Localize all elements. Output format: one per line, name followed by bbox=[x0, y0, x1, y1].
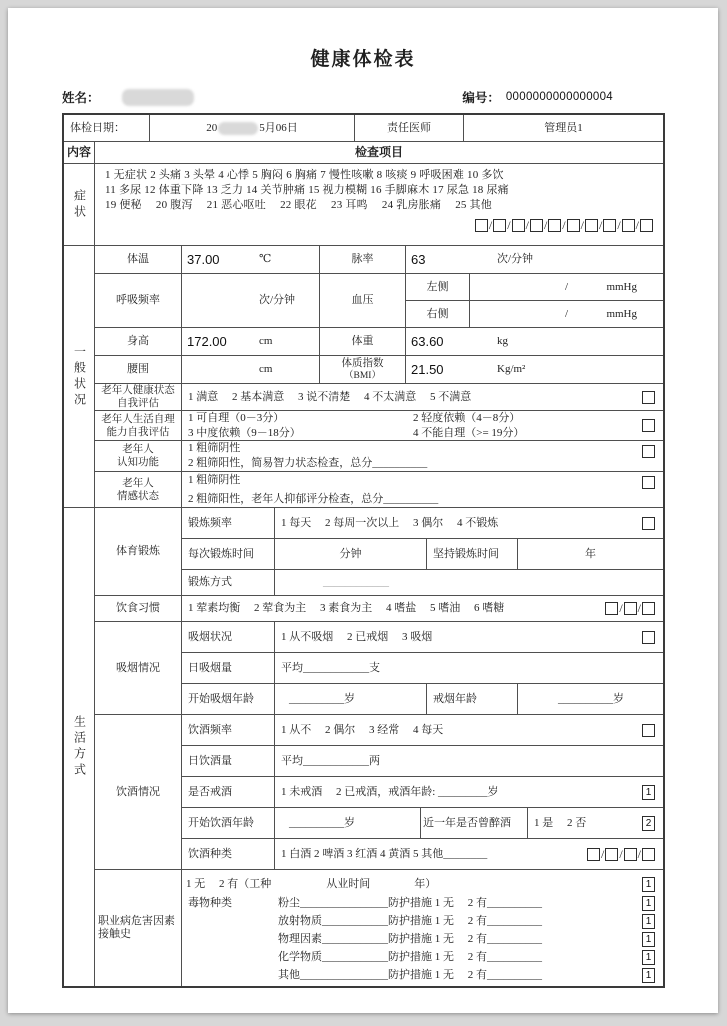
smoking-amount-row bbox=[182, 652, 663, 683]
smoking-quit-age-blank: __________岁 bbox=[517, 684, 663, 714]
bmi-value-cell bbox=[405, 356, 663, 383]
drinking-amount-row bbox=[182, 745, 663, 776]
exercise-persist-unit: 年 bbox=[517, 539, 663, 569]
occupational-head-line: 1 无 2 有（工种 从业时间 年） 1 bbox=[186, 874, 663, 894]
diet-checkboxes: / / bbox=[605, 601, 655, 616]
height-label: 身高 bbox=[127, 335, 149, 347]
exam-date-suffix: 5月06日 bbox=[259, 121, 298, 134]
occupational-head-checkbox: 1 bbox=[642, 877, 655, 892]
exercise-way-row bbox=[182, 569, 663, 595]
toxin-kind-label: 毒物种类 bbox=[188, 896, 232, 909]
exercise-frequency-row bbox=[182, 508, 663, 538]
checkbox bbox=[624, 848, 637, 861]
emotion-checkbox bbox=[642, 476, 655, 489]
emotion-row bbox=[95, 471, 663, 507]
table-header-row bbox=[64, 141, 663, 163]
bp-left-value: / mmHg bbox=[469, 274, 663, 300]
drinking-start-age-blank: __________岁 bbox=[274, 808, 420, 838]
checkbox bbox=[512, 219, 525, 232]
symptoms-checkboxes: / / / / / / / / / bbox=[95, 218, 663, 233]
checkbox bbox=[587, 848, 600, 861]
occupational-group bbox=[95, 869, 663, 986]
temperature-unit: ℃ bbox=[259, 253, 272, 265]
elder-health-label: 老年人健康状态 自我评估 bbox=[101, 385, 175, 409]
meta-line bbox=[62, 88, 665, 106]
waist-unit: cm bbox=[259, 363, 273, 375]
bp-right-row bbox=[406, 300, 663, 327]
elder-selfcare-label: 老年人生活自理 能力自我评估 bbox=[101, 413, 175, 438]
symptoms-content bbox=[94, 164, 663, 245]
drinking-group bbox=[95, 714, 663, 869]
bmi-label: 体质指数 （BMI） bbox=[319, 356, 405, 383]
cognition-options: 1 粗筛阴性 2 粗筛阳性，简易智力状态检查，总分__________ bbox=[181, 441, 663, 471]
symptoms-section bbox=[64, 163, 663, 245]
smoking-quit-age-label: 戒烟年龄 bbox=[426, 684, 517, 714]
drinking-kind-label: 饮酒种类 bbox=[188, 847, 232, 860]
exercise-duration-label: 每次锻炼时间 bbox=[188, 547, 254, 560]
pulse-unit: 次/分钟 bbox=[497, 253, 534, 265]
exercise-frequency-options: 1 每天 2 每周一次以上 3 偶尔 4 不锻炼 bbox=[274, 508, 663, 538]
page-title: 健康体检表 bbox=[310, 49, 416, 70]
checkbox bbox=[493, 219, 506, 232]
smoking-status-label: 吸烟状况 bbox=[188, 630, 232, 643]
drinking-frequency-row bbox=[182, 715, 663, 745]
serial-group bbox=[462, 88, 665, 106]
weight-label: 体重 bbox=[319, 328, 405, 355]
doctor-label: 责任医师 bbox=[354, 115, 463, 141]
drinking-kind-row bbox=[182, 838, 663, 869]
exercise-persist-label: 坚持锻炼时间 bbox=[426, 539, 517, 569]
exercise-frequency-checkbox bbox=[642, 517, 655, 530]
toxin-other-checkbox: 1 bbox=[642, 968, 655, 983]
serial-label: 编号： bbox=[462, 91, 500, 105]
bp-right-label: 右侧 bbox=[426, 307, 449, 320]
drinking-frequency-options: 1 从不 2 偶尔 3 经常 4 每天 bbox=[274, 715, 663, 745]
exercise-frequency-label: 锻炼频率 bbox=[188, 516, 232, 529]
name-value-redacted bbox=[122, 89, 194, 106]
respiration-bp-row bbox=[95, 273, 663, 327]
exercise-duration-row bbox=[182, 538, 663, 569]
bp-right-value: / mmHg bbox=[469, 301, 663, 327]
checkbox bbox=[530, 219, 543, 232]
drinking-frequency-label: 饮酒频率 bbox=[188, 723, 232, 736]
smoking-group bbox=[95, 621, 663, 714]
smoking-label: 吸烟情况 bbox=[116, 661, 160, 674]
general-status-section bbox=[64, 245, 663, 507]
exam-date-value bbox=[149, 115, 354, 141]
drinking-kind-checkboxes: / / / bbox=[587, 847, 655, 862]
checkbox bbox=[475, 219, 488, 232]
pulse-label: 脉率 bbox=[319, 246, 405, 273]
cognition-row bbox=[95, 440, 663, 471]
exam-date-prefix: 20 bbox=[206, 121, 218, 134]
checkbox bbox=[603, 219, 616, 232]
toxin-dust-checkbox: 1 bbox=[642, 896, 655, 911]
exam-date-redacted bbox=[218, 122, 258, 135]
elder-health-options: 1 满意 2 基本满意 3 说不清楚 4 不太满意 5 不满意 bbox=[181, 384, 663, 410]
occupational-label: 职业病危害因素 接触史 bbox=[98, 915, 175, 940]
content-column-header: 内容 bbox=[66, 145, 91, 159]
lifestyle-section-label: 生活方式 bbox=[72, 715, 87, 779]
drinking-quit-options: 1 未戒酒 2 已戒酒，戒酒年龄: _________岁 1 bbox=[274, 777, 663, 807]
toxin-row-other: 其他________________防护措施 1 无 2 有__________ 1 bbox=[186, 966, 663, 984]
elder-health-row bbox=[95, 383, 663, 410]
toxin-physical-checkbox: 1 bbox=[642, 932, 655, 947]
smoking-status-options: 1 从不吸烟 2 已戒烟 3 吸烟 bbox=[274, 622, 663, 652]
checkbox bbox=[622, 219, 635, 232]
exercise-duration-unit: 分钟 bbox=[274, 539, 426, 569]
weight-unit: kg bbox=[497, 335, 508, 347]
cognition-label: 老年人 认知功能 bbox=[117, 444, 159, 468]
drinking-amount-blank: 平均____________两 bbox=[274, 746, 663, 776]
drinking-frequency-checkbox bbox=[642, 724, 655, 737]
symptoms-line-2: 11 多尿 12 体重下降 13 乏力 14 关节肿痛 15 视力模糊 16 手脚麻木 17 尿急 18 尿痛 bbox=[105, 184, 509, 196]
respiration-label: 呼吸频率 bbox=[116, 294, 160, 306]
exam-form-table bbox=[62, 113, 665, 988]
checkbox bbox=[640, 219, 653, 232]
toxin-radiation-checkbox: 1 bbox=[642, 914, 655, 929]
bmi-unit: Kg/m² bbox=[497, 363, 526, 375]
serial-value: 0000000000000004 bbox=[505, 91, 613, 103]
temperature-pulse-row bbox=[95, 246, 663, 273]
emotion-options: 1 粗筛阴性 2 粗筛阳性，老年人抑郁评分检查，总分__________ bbox=[181, 472, 663, 507]
toxin-row-chemical: 化学物质____________防护措施 1 无 2 有__________ 1 bbox=[186, 948, 663, 966]
checkbox bbox=[605, 602, 618, 615]
general-status-section-label: 一般状况 bbox=[72, 344, 87, 409]
bp-left-unit: mmHg bbox=[606, 280, 637, 293]
elder-selfcare-checkbox bbox=[642, 419, 655, 432]
smoking-start-age-blank: __________岁 bbox=[274, 684, 426, 714]
bp-left-label: 左侧 bbox=[426, 280, 449, 293]
waist-label: 腰围 bbox=[127, 363, 149, 375]
checkbox bbox=[567, 219, 580, 232]
respiration-value-cell bbox=[181, 274, 319, 327]
diet-label: 饮食习惯 bbox=[116, 602, 160, 614]
checkbox bbox=[624, 602, 637, 615]
temperature-label: 体温 bbox=[127, 253, 149, 265]
temperature-value: 37.00 bbox=[187, 252, 220, 267]
drunk-last-year-label: 近一年是否曾醉酒 bbox=[420, 808, 527, 838]
drunk-last-year-checkbox: 2 bbox=[642, 816, 655, 831]
smoking-amount-blank: 平均____________支 bbox=[274, 653, 663, 683]
items-column-header: 检查项目 bbox=[94, 142, 663, 163]
toxin-chemical-checkbox: 1 bbox=[642, 950, 655, 965]
drinking-quit-checkbox: 1 bbox=[642, 785, 655, 800]
elder-health-checkbox bbox=[642, 391, 655, 404]
symptoms-line-1: 1 无症状 2 头痛 3 头晕 4 心悸 5 胸闷 6 胸痛 7 慢性咳嗽 8 咳痰 9 呼吸困难 10 多饮 bbox=[105, 169, 504, 181]
temperature-value-cell bbox=[181, 246, 319, 273]
drinking-quit-label: 是否戒酒 bbox=[188, 785, 232, 798]
exercise-group bbox=[95, 508, 663, 595]
drunk-last-year-options: 1 是 2 否 2 bbox=[527, 808, 663, 838]
elder-selfcare-row bbox=[95, 410, 663, 440]
name-label: 姓名： bbox=[62, 91, 100, 105]
height-unit: cm bbox=[259, 335, 273, 347]
bp-left-row bbox=[406, 274, 663, 300]
height-value: 172.00 bbox=[187, 334, 227, 349]
drinking-kind-options: 1 白酒 2 啤酒 3 红酒 4 黄酒 5 其他________ / / / bbox=[274, 839, 663, 869]
smoking-status-row bbox=[182, 622, 663, 652]
waist-value-cell bbox=[181, 356, 319, 383]
respiration-unit: 次/分钟 bbox=[259, 294, 296, 306]
smoking-status-checkbox bbox=[642, 631, 655, 644]
bp-label: 血压 bbox=[319, 274, 405, 327]
checkbox bbox=[548, 219, 561, 232]
occupational-content bbox=[182, 870, 663, 986]
exam-date-row bbox=[64, 115, 663, 141]
smoking-age-row bbox=[182, 683, 663, 714]
document-page bbox=[8, 8, 718, 1013]
height-weight-row bbox=[95, 327, 663, 355]
exercise-way-blank: ____________ bbox=[274, 570, 663, 595]
bp-right-unit: mmHg bbox=[606, 307, 637, 320]
smoking-amount-label: 日吸烟量 bbox=[188, 661, 232, 674]
exercise-label: 体育锻炼 bbox=[116, 545, 160, 557]
drinking-start-age-row bbox=[182, 807, 663, 838]
exercise-way-label: 锻炼方式 bbox=[188, 576, 232, 588]
doctor-value: 管理员1 bbox=[463, 115, 663, 141]
emotion-label: 老年人 情感状态 bbox=[117, 477, 159, 502]
exam-date-label: 体检日期： bbox=[70, 121, 125, 134]
lifestyle-section bbox=[64, 507, 663, 986]
bmi-value: 21.50 bbox=[411, 362, 444, 377]
toxin-row-radiation: 放射物质____________防护措施 1 无 2 有__________ 1 bbox=[186, 912, 663, 930]
drinking-amount-label: 日饮酒量 bbox=[188, 754, 232, 767]
height-value-cell bbox=[181, 328, 319, 355]
weight-value: 63.60 bbox=[411, 334, 444, 349]
toxin-row-physical: 物理因素____________防护措施 1 无 2 有__________ 1 bbox=[186, 930, 663, 948]
elder-selfcare-options: 1 可自理（0－3分） 2 轻度依赖（4－8分） 3 中度依赖（9－18分） 4 不能自理（>= 19分） bbox=[181, 411, 663, 440]
symptoms-line-3: 19 便秘 20 腹泻 21 恶心呕吐 22 眼花 23 耳鸣 24 乳房胀痛 25 其他 bbox=[105, 199, 492, 211]
checkbox bbox=[642, 848, 655, 861]
toxin-row-dust: 毒物种类 粉尘________________防护措施 1 无 2 有__________ 1 bbox=[186, 894, 663, 912]
pulse-value-cell bbox=[405, 246, 663, 273]
checkbox bbox=[605, 848, 618, 861]
drinking-quit-row bbox=[182, 776, 663, 807]
waist-bmi-row bbox=[95, 355, 663, 383]
checkbox bbox=[642, 602, 655, 615]
drinking-label: 饮酒情况 bbox=[116, 785, 160, 798]
bp-cells bbox=[405, 274, 663, 327]
pulse-value: 63 bbox=[411, 252, 426, 267]
symptoms-section-label: 症状 bbox=[72, 188, 87, 221]
drinking-start-age-label: 开始饮酒年龄 bbox=[188, 816, 254, 829]
smoking-start-age-label: 开始吸烟年龄 bbox=[188, 692, 254, 705]
diet-row bbox=[95, 595, 663, 621]
cognition-checkbox bbox=[642, 445, 655, 458]
checkbox bbox=[585, 219, 598, 232]
diet-options: 1 荤素均衡 2 荤食为主 3 素食为主 4 嗜盐 5 嗜油 6 嗜糖 / / bbox=[182, 596, 663, 621]
weight-value-cell bbox=[405, 328, 663, 355]
